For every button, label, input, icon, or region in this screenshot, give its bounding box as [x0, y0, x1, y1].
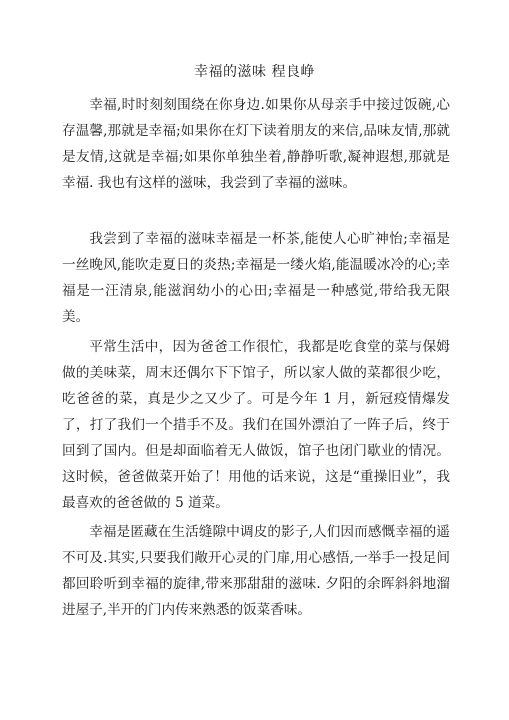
paragraph: 幸福,时时刻刻围绕在你身边.如果你从母亲手中接过饭碗,心存温馨,那就是幸福;如果你在灯下读着朋友的来信,品味友情,那就是友情,这就是幸福;如果你单独坐着,静静听歌,凝神遐想,那就是幸福. 我也有这样的滋味，我尝到了幸福的滋味。 — [62, 97, 450, 191]
paragraph: 幸福是匿藏在生活缝隙中调皮的影子,人们因而感慨幸福的遥不可及.其实,只要我们敞开心灵的门扉,用心感悟,一举手一投足间都回聆听到幸福的旋律,带来那甜甜的滋味. 夕阳的余晖斜斜地溜进屋子,半开的门内传来熟悉的饭菜香味。 — [62, 524, 450, 618]
document-title: 幸福的滋味 程良峥 — [194, 64, 315, 80]
paragraph: 我尝到了幸福的滋味幸福是一杯茶,能使人心旷神怡;幸福是一丝晚风,能吹走夏日的炎热;幸福是一缕火焰,能温暖冰冷的心;幸福是一汪清泉,能滋润幼小的心田;幸福是一种感觉,带给我无限美。 — [62, 231, 450, 325]
paragraph: 平常生活中，因为爸爸工作很忙，我都是吃食堂的菜与保姆做的美味菜，周末还偶尔下下馆子，所以家人做的菜都很少吃，吃爸爸的菜，真是少之又少了。可是今年 1 月，新冠疫情爆发了，打了我们一个措手不及。我们在国外漂泊了一阵子后，终于回到了国内。但是却面临着无人做饭，馆子也闭门歇业的情况。这时候，爸爸做菜开始了！用他的话来说，这是“重操旧业”，我最喜欢的爸爸做的 5 道菜。 — [62, 339, 450, 511]
